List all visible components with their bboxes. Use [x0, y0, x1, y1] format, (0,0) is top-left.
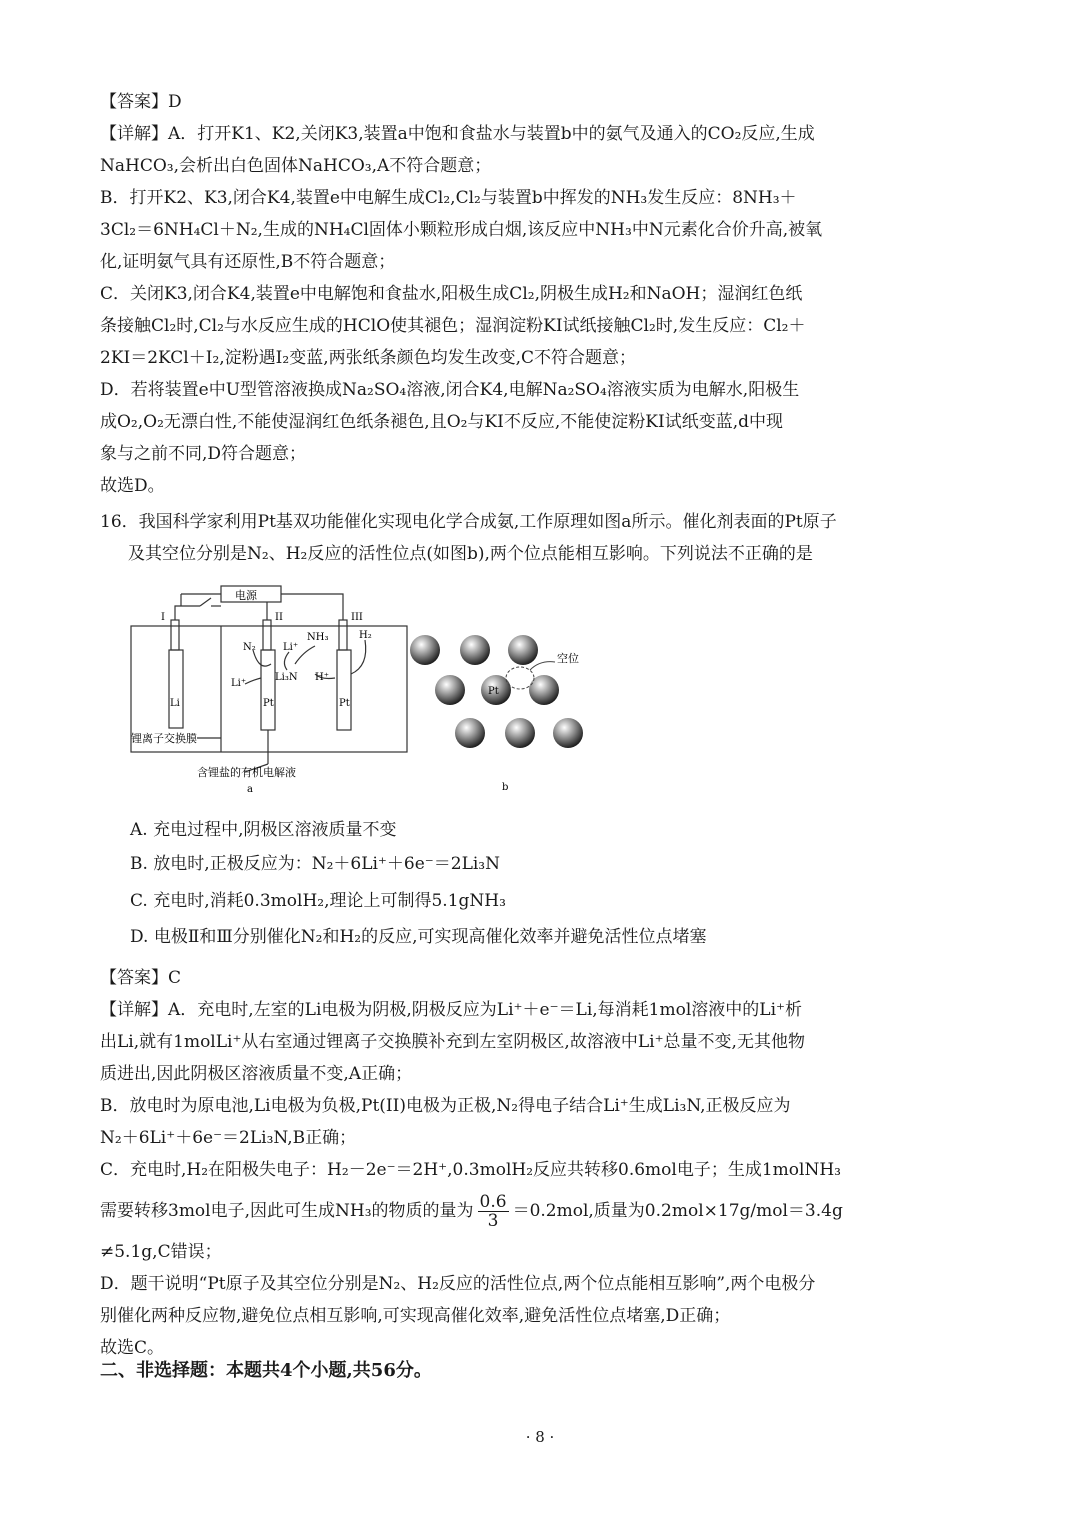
figure-b-caption: b — [502, 782, 509, 793]
q16-solution — [100, 962, 990, 1364]
page-number: · 8 · — [525, 1428, 555, 1446]
pt-atom — [505, 718, 535, 748]
q15-answer: 【答案】D — [100, 92, 182, 112]
option-c: C. 充电时,消耗0.3molH₂,理论上可制得5.1gNH₃ — [130, 891, 506, 911]
electrode-II-pt — [261, 650, 275, 730]
q15-detail-line: 2KI＝2KCl＋I₂,淀粉遇I₂变蓝,两张纸条颜色均发生改变,C不符合题意； — [100, 348, 637, 368]
label-nh3: NH₃ — [307, 632, 329, 643]
label-electrode-II: II — [275, 612, 283, 623]
label-pt-III: Pt — [339, 698, 350, 709]
label-pt-II: Pt — [263, 698, 274, 709]
fraction-line-before: 需要转移3mol电子,因此可生成NH₃的物质的量为 — [100, 1201, 474, 1221]
electrode-III-pt — [337, 650, 351, 730]
pt-atom — [460, 635, 490, 665]
electrode-III-rod — [339, 620, 347, 650]
label-membrane: 锂离子交换膜 — [131, 732, 197, 745]
q16-detail-line: 别催化两种反应物,避免位点相互影响,可实现高催化效率,避免活性位点堵塞,D正确； — [100, 1306, 731, 1326]
q16-detail-line: ≠5.1g,C错误； — [100, 1242, 222, 1262]
figure-b-pt-surface — [400, 630, 615, 800]
q15-detail-line: D．若将装置e中U型管溶液换成Na₂SO₄溶液,闭合K4,电解Na₂SO₄溶液实质为电解水,阳极生 — [100, 380, 800, 400]
figure-a-caption: a — [247, 784, 253, 795]
pt-atom — [455, 718, 485, 748]
figure-a-electrolysis-cell — [125, 582, 415, 797]
arrow-h2 — [351, 640, 366, 674]
q16-stem-line: 16．我国科学家利用Pt基双功能催化实现电化学合成氨,工作原理如图a所示。催化剂表面的Pt原子 — [100, 512, 837, 532]
label-electrolyte: 含锂盐的有机电解液 — [197, 766, 296, 779]
q15-detail-line: 化,证明氨气具有还原性,B不符合题意； — [100, 252, 396, 272]
power-label: 电源 — [235, 589, 257, 602]
q15-detail-line: 象与之前不同,D符合题意； — [100, 444, 307, 464]
electrode-I-rod — [171, 620, 179, 650]
label-li3n: Li₃N — [275, 672, 298, 683]
q16-stem-line: 及其空位分别是N₂、H₂反应的活性位点(如图b),两个位点能相互影响。下列说法不正确的是 — [128, 544, 813, 564]
label-pt-b: Pt — [488, 686, 499, 697]
option-b: B. 放电时,正极反应为：N₂＋6Li⁺＋6e⁻＝2Li₃N — [130, 854, 500, 874]
label-n2: N₂ — [243, 642, 256, 653]
q15-detail-line: C．关闭K3,闭合K4,装置e中电解饱和食盐水,阳极生成Cl₂,阴极生成H₂和NaOH；湿润红色纸 — [100, 284, 803, 304]
q15-detail-line: 成O₂,O₂无漂白性,不能使湿润红色纸条褪色,且O₂与KI不反应,不能使淀粉KI试纸变蓝,d中现 — [100, 412, 783, 432]
pt-atom — [508, 635, 538, 665]
label-li: Li — [170, 698, 180, 709]
label-li-plus-left: Li⁺ — [231, 678, 247, 689]
q15-solution — [100, 86, 990, 502]
q15-detail-line: 【详解】A．打开K1、K2,关闭K3,装置a中饱和食盐水与装置b中的氨气及通入的CO₂反应,生成 — [100, 124, 815, 144]
pt-atom — [435, 675, 465, 705]
pt-atom — [553, 718, 583, 748]
pt-atom — [410, 635, 440, 665]
label-electrode-I: I — [161, 612, 165, 623]
q16-fraction-line — [100, 1186, 990, 1236]
q15-conclusion: 故选D。 — [100, 476, 165, 496]
label-h2: H₂ — [359, 630, 372, 641]
q16-stem — [100, 506, 990, 570]
label-li-plus-top: Li⁺ — [283, 642, 299, 653]
electrode-II-rod — [263, 620, 271, 650]
q16-detail-line: D．题干说明“Pt原子及其空位分别是N₂、H₂反应的活性位点,两个位点能相互影响”,两个电极分 — [100, 1274, 816, 1294]
section-title: 二、非选择题：本题共4个小题,共56分。 — [100, 1360, 432, 1381]
fraction-line-after: ＝0.2mol,质量为0.2mol×17g/mol＝3.4g — [512, 1201, 843, 1221]
q15-detail-line: NaHCO₃,会析出白色固体NaHCO₃,A不符合题意； — [100, 156, 492, 176]
arrow-li-left — [245, 678, 261, 684]
arrow-li — [284, 652, 289, 670]
q16-detail-line: N₂＋6Li⁺＋6e⁻＝2Li₃N,B正确； — [100, 1128, 357, 1148]
fraction-denominator: 3 — [487, 1211, 499, 1231]
switch — [200, 598, 211, 606]
q16-detail-line: 质进出,因此阴极区溶液质量不变,A正确； — [100, 1064, 413, 1084]
fraction — [478, 1193, 509, 1230]
option-d: D. 电极Ⅱ和Ⅲ分别催化N₂和H₂的反应,可实现高催化效率并避免活性位点堵塞 — [130, 927, 707, 947]
q16-detail-line: C．充电时,H₂在阳极失电子：H₂－2e⁻＝2H⁺,0.3molH₂反应共转移0.6mol电子；生成1molNH₃ — [100, 1160, 841, 1180]
label-vacancy: 空位 — [557, 652, 579, 665]
fraction-numerator: 0.6 — [479, 1192, 507, 1212]
electrode-I-li — [169, 650, 183, 728]
q16-detail-line: 出Li,就有1molLi⁺从右室通过锂离子交换膜补充到左室阴极区,故溶液中Li⁺总量不变,无其他物 — [100, 1032, 805, 1052]
q15-detail-line: B．打开K2、K3,闭合K4,装置e中电解生成Cl₂,Cl₂与装置b中挥发的NH₃发生反应：8NH₃＋ — [100, 188, 797, 208]
q16-detail-line: 【详解】A．充电时,左室的Li电极为阴极,阴极反应为Li⁺＋e⁻＝Li,每消耗1mol溶液中的Li⁺析 — [100, 1000, 802, 1020]
q16-detail-line: B．放电时为原电池,Li电极为负极,Pt(II)电极为正极,N₂得电子结合Li⁺生成Li₃N,正极反应为 — [100, 1096, 791, 1116]
q16-answer: 【答案】C — [100, 968, 182, 988]
q15-detail-line: 3Cl₂＝6NH₄Cl＋N₂,生成的NH₄Cl固体小颗粒形成白烟,该反应中NH₃中N元素化合价升高,被氧 — [100, 220, 823, 240]
label-h-plus: H⁺ — [315, 672, 329, 683]
q15-detail-line: 条接触Cl₂时,Cl₂与水反应生成的HClO使其褪色；湿润淀粉KI试纸接触Cl₂时,发生反应：Cl₂＋ — [100, 316, 806, 336]
q16-conclusion: 故选C。 — [100, 1338, 165, 1358]
label-electrode-III: III — [351, 612, 363, 623]
option-a: A. 充电过程中,阴极区溶液质量不变 — [130, 820, 397, 840]
